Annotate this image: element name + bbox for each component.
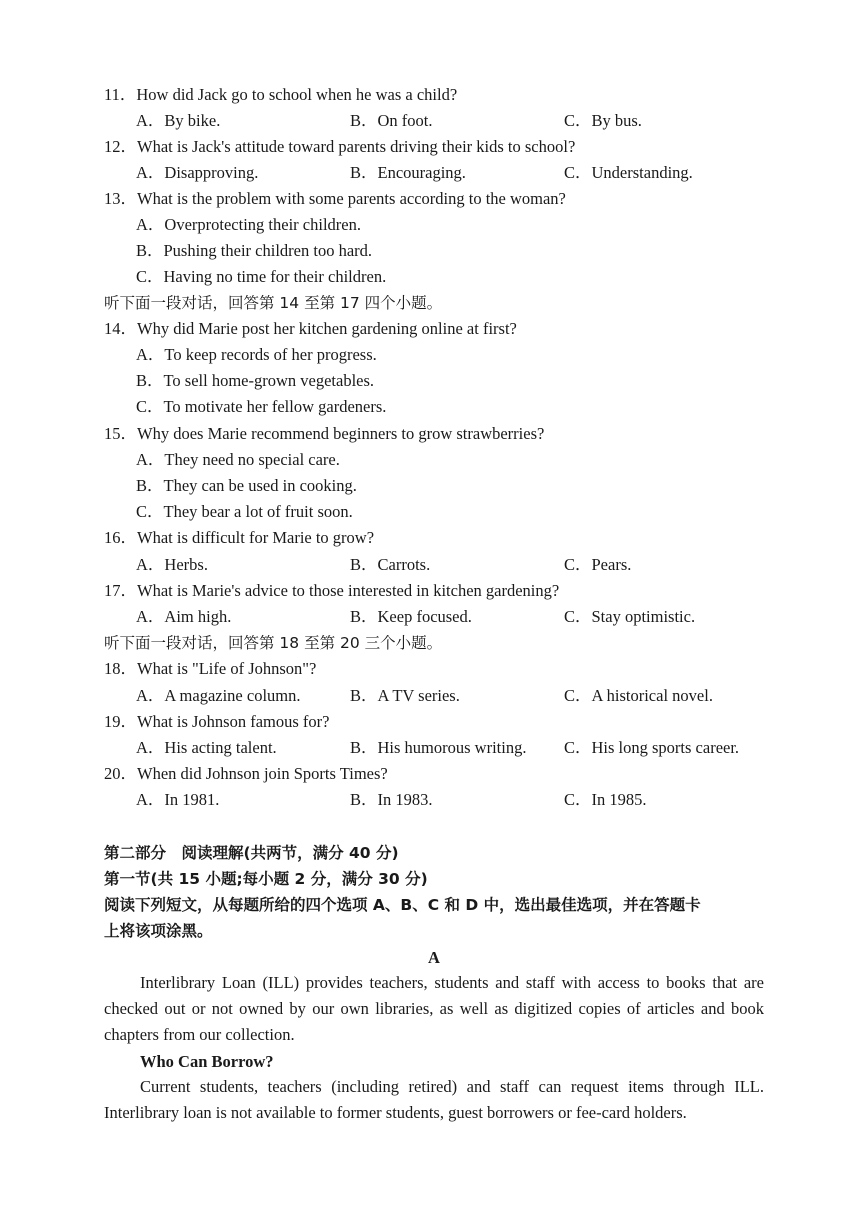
q20-option-a: A．In 1981. (136, 790, 220, 809)
question-16: 16．What is difficult for Marie to grow? (104, 528, 375, 547)
q16-option-b: B．Carrots. (350, 555, 431, 574)
passage-paragraph-2: Current students, teachers (including retired) and staff can request items through ILL. Interlibrary loan is not available to former students, guest borrowers or fee-card holders. (104, 1077, 764, 1122)
q19-option-a: A．His acting talent. (136, 738, 277, 757)
q16-option-a: A．Herbs. (136, 555, 208, 574)
question-19: 19．What is Johnson famous for? (104, 712, 330, 731)
q14-option-a: A．To keep records of her progress. (136, 345, 377, 364)
reading-directions-line1: 阅读下列短文，从每题所给的四个选项 A、B、C 和 D 中，选出最佳选项，并在答题卡 (104, 896, 701, 914)
question-11: 11．How did Jack go to school when he was a child? (104, 85, 458, 104)
dialog-instruction-14-17: 听下面一段对话，回答第 14 至第 17 四个小题。 (104, 294, 443, 312)
q18-option-c: C．A historical novel. (564, 686, 713, 705)
q14-option-c: C．To motivate her fellow gardeners. (136, 397, 387, 416)
dialog-instruction-18-20: 听下面一段对话，回答第 18 至第 20 三个小题。 (104, 634, 443, 652)
q15-option-a: A．They need no special care. (136, 450, 340, 469)
q14-option-b: B．To sell home-grown vegetables. (136, 371, 375, 390)
question-15: 15．Why does Marie recommend beginners to grow strawberries? (104, 424, 545, 443)
q17-option-a: A．Aim high. (136, 607, 232, 626)
q11-option-c: C．By bus. (564, 111, 642, 130)
q13-option-a: A．Overprotecting their children. (136, 215, 361, 234)
question-13: 13．What is the problem with some parents according to the woman? (104, 189, 566, 208)
passage-label: A (428, 948, 440, 967)
q11-option-b: B．On foot. (350, 111, 433, 130)
q19-option-b: B．His humorous writing. (350, 738, 527, 757)
question-20: 20．When did Johnson join Sports Times? (104, 764, 388, 783)
q12-option-c: C．Understanding. (564, 163, 693, 182)
question-17: 17．What is Marie's advice to those interested in kitchen gardening? (104, 581, 560, 600)
section1-title: 第一节(共 15 小题;每小题 2 分，满分 30 分) (104, 870, 428, 888)
q18-option-a: A．A magazine column. (136, 686, 301, 705)
q17-option-b: B．Keep focused. (350, 607, 472, 626)
q15-option-c: C．They bear a lot of fruit soon. (136, 502, 353, 521)
reading-directions-line2: 上将该项涂黑。 (104, 922, 213, 940)
q18-option-b: B．A TV series. (350, 686, 460, 705)
q16-option-c: C．Pears. (564, 555, 632, 574)
question-18: 18．What is "Life of Johnson"? (104, 659, 317, 678)
q12-option-b: B．Encouraging. (350, 163, 466, 182)
question-14: 14．Why did Marie post her kitchen gardening online at first? (104, 319, 517, 338)
question-12: 12．What is Jack's attitude toward parents driving their kids to school? (104, 137, 576, 156)
q19-option-c: C．His long sports career. (564, 738, 740, 757)
q15-option-b: B．They can be used in cooking. (136, 476, 357, 495)
passage-paragraph-1: Interlibrary Loan (ILL) provides teachers, students and staff with access to books that are checked out or not owned by our own libraries, as well as digitized copies of articles and book chapters from our collection. (104, 973, 764, 1044)
q13-option-c: C．Having no time for their children. (136, 267, 387, 286)
passage-subheading: Who Can Borrow? (140, 1052, 274, 1071)
q13-option-b: B．Pushing their children too hard. (136, 241, 373, 260)
q20-option-c: C．In 1985. (564, 790, 647, 809)
q20-option-b: B．In 1983. (350, 790, 433, 809)
part2-title: 第二部分 阅读理解(共两节，满分 40 分) (104, 844, 399, 862)
q17-option-c: C．Stay optimistic. (564, 607, 696, 626)
q11-option-a: A．By bike. (136, 111, 221, 130)
q12-option-a: A．Disapproving. (136, 163, 259, 182)
